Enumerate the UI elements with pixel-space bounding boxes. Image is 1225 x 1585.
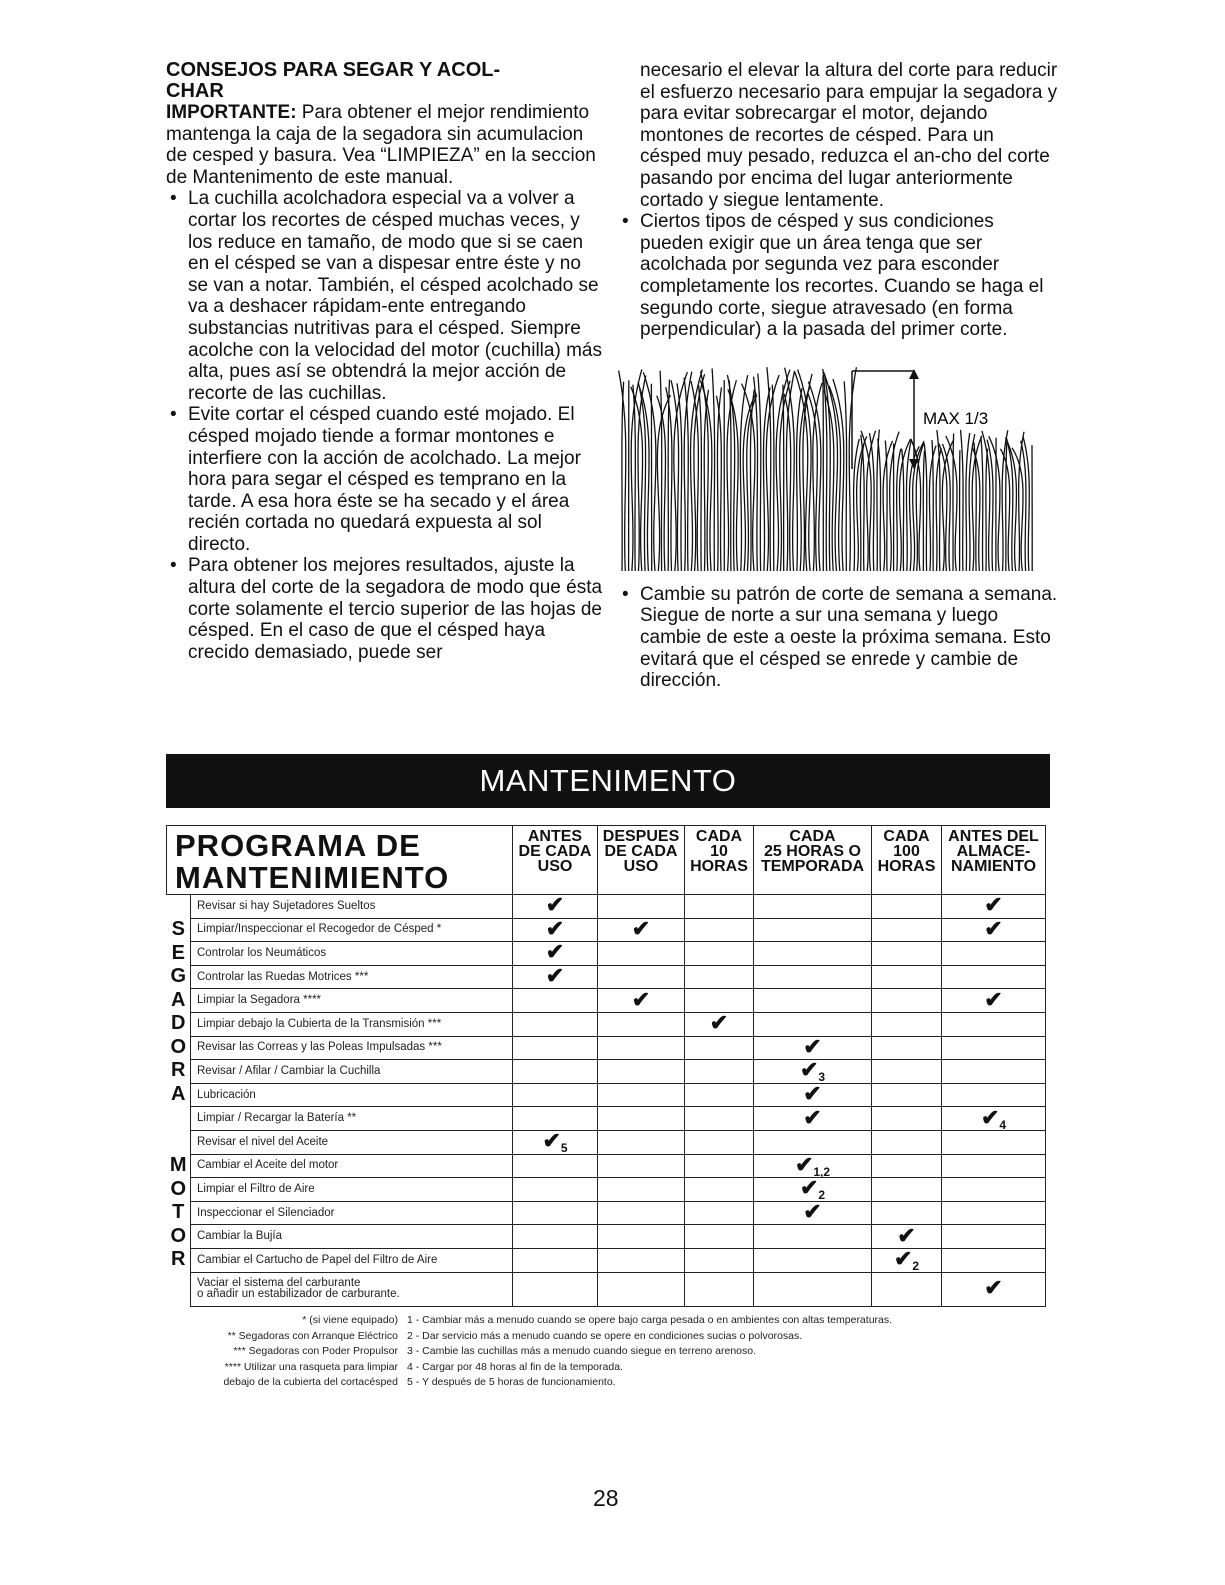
schedule-cell [942, 1272, 1046, 1306]
letter-gutter [167, 1107, 191, 1131]
schedule-cell [598, 942, 685, 966]
schedule-cell [685, 918, 754, 942]
schedule-cell [872, 1083, 942, 1107]
task-label: Limpiar el Filtro de Aire [191, 1178, 513, 1202]
section-letter: E [171, 941, 185, 964]
tips-left-column [166, 60, 606, 663]
schedule-cell [872, 1248, 942, 1272]
table-row [167, 1036, 1046, 1060]
schedule-cell [942, 1104, 1046, 1132]
schedule-cell [942, 1154, 1046, 1178]
table-row [167, 918, 1046, 942]
schedule-cell [685, 895, 754, 919]
task-label: Cambiar el Cartucho de Papel del Filtro de Aire [191, 1248, 513, 1272]
schedule-cell [872, 942, 942, 966]
tips-title-line1: CONSEJOS PARA SEGAR Y ACOL- [166, 59, 501, 81]
schedule-cell [685, 965, 754, 989]
schedule-title [167, 826, 513, 895]
table-row [167, 1272, 1046, 1306]
schedule-cell [685, 1012, 754, 1036]
letter-gutter [167, 1272, 191, 1306]
schedule-cell [872, 918, 942, 942]
task-label: Revisar si hay Sujetadores Sueltos [191, 895, 513, 919]
tip-item: • Evite cortar el césped cuando esté mojado. El césped mojado tiende a formar montones e interfiere con la acción de acolchado. La mejor hora para segar el césped es temprano en la tarde. A esa hora éste se ha secado y el área recién cortada no quedará expuesta al sol directo. [166, 404, 606, 555]
table-row [167, 1130, 1046, 1154]
schedule-cell [513, 1248, 598, 1272]
table-row [167, 1248, 1046, 1272]
column-header: CADA 25 HORAS O TEMPORADA [754, 826, 872, 895]
table-row [167, 965, 1046, 989]
tips-title [166, 60, 606, 102]
footnote-left: *** Segadoras con Poder Propulsor [233, 1345, 398, 1357]
schedule-cell [685, 1272, 754, 1306]
schedule-cell [598, 986, 685, 1013]
footnote-right: 3 - Cambie las cuchillas más a menudo cuando siegue en terreno arenoso. [407, 1345, 757, 1357]
schedule-cell [685, 1178, 754, 1202]
check-mark-icon: ✔ [631, 986, 651, 1012]
schedule-cell [942, 892, 1046, 919]
tips-list-right-2 [618, 584, 1058, 692]
check-mark-icon: ✔ [631, 915, 651, 941]
schedule-cell [942, 1083, 1046, 1107]
tip-item: • La cuchilla acolchadora especial va a volver a cortar los recortes de césped muchas veces, y los reduce en tamaño, de modo que si se caen en el césped se van a dispesar entre éste y no se van a notar. También, el césped acolchado se va a deshacer rápidam-ente entregando substancias nutritivas para el césped. Siempre acolche con la velocidad del motor (cuchilla) más alta, pues así se obtendrá la mejor acción de recorte de las cuchillas. [166, 188, 606, 404]
schedule-cell [872, 989, 942, 1013]
maintenance-schedule-table [166, 825, 1046, 1307]
tips-right-column [618, 60, 1058, 692]
schedule-cell [598, 1201, 685, 1225]
schedule-cell [513, 1178, 598, 1202]
schedule-cell [754, 1248, 872, 1272]
note-reference: 3 [818, 1070, 826, 1085]
tip-item: • Para obtener los mejores resultados, ajuste la altura del corte de la segadora de modo que ésta corte solamente el tercio superior de las hojas de césped. En el caso de que el césped haya crecido demasiado, puede ser [166, 555, 606, 663]
table-row [167, 942, 1046, 966]
column-header: CADA 100 HORAS [872, 826, 942, 895]
schedule-cell [754, 1083, 872, 1107]
check-mark-icon: ✔ [893, 1246, 913, 1272]
schedule-cell [685, 989, 754, 1013]
task-label: Revisar las Correas y las Poleas Impulsadas *** [191, 1036, 513, 1060]
check-mark-icon: ✔ [799, 1057, 819, 1083]
check-mark-icon: ✔ [803, 1104, 822, 1130]
schedule-cell [754, 895, 872, 919]
schedule-cell [513, 1201, 598, 1225]
schedule-cell [513, 1272, 598, 1306]
schedule-cell [598, 895, 685, 919]
schedule-cell [685, 1060, 754, 1084]
note-reference: 2 [912, 1259, 920, 1274]
footnote-right: 2 - Dar servicio más a menudo cuando se opere en condiciones sucias o polvorosas. [407, 1329, 803, 1342]
schedule-cell [942, 1178, 1046, 1202]
section-letter: R [171, 1248, 186, 1271]
schedule-cell [754, 1225, 872, 1249]
column-header: ANTES DEL ALMACE- NAMIENTO [942, 826, 1046, 895]
schedule-cell [685, 1107, 754, 1131]
schedule-cell [685, 1201, 754, 1225]
maintenance-banner: MANTENIMENTO [166, 754, 1050, 808]
task-label: Vaciar el sistema del carburante o añadir un estabilizador de carburante. [191, 1272, 513, 1306]
task-label: Revisar el nivel del Aceite [191, 1130, 513, 1154]
letter-gutter [167, 895, 191, 919]
section-letter: D [171, 1012, 186, 1035]
check-mark-icon: ✔ [545, 892, 565, 918]
schedule-cell [872, 965, 942, 989]
schedule-cell [598, 1248, 685, 1272]
schedule-title-line2: MANTENIMIENTO [175, 860, 450, 895]
schedule-cell [754, 989, 872, 1013]
section-letter: S [171, 918, 185, 941]
task-label: Controlar los Neumáticos [191, 942, 513, 966]
check-mark-icon: ✔ [897, 1222, 916, 1248]
schedule-cell [754, 1012, 872, 1036]
schedule-cell [872, 1036, 942, 1060]
task-label: Limpiar la Segadora **** [191, 989, 513, 1013]
check-mark-icon: ✔ [545, 939, 565, 965]
letter-gutter [167, 1130, 191, 1154]
check-mark-icon: ✔ [545, 963, 565, 989]
schedule-cell [942, 965, 1046, 989]
important-label: IMPORTANTE: [166, 102, 297, 123]
schedule-cell [513, 915, 598, 942]
table-row [167, 1060, 1046, 1084]
task-label: Controlar las Ruedas Motrices *** [191, 965, 513, 989]
schedule-cell [872, 1272, 942, 1306]
task-label: Revisar / Afilar / Cambiar la Cuchilla [191, 1060, 513, 1084]
check-mark-icon: ✔ [984, 986, 1003, 1012]
check-mark-icon: ✔ [984, 915, 1003, 941]
section-letters [167, 1154, 191, 1272]
check-mark-icon: ✔ [984, 1275, 1003, 1300]
schedule-cell [872, 895, 942, 919]
tips-list-right [618, 211, 1058, 341]
footnote-left: **** Utilizar una rasqueta para limpiar [224, 1360, 398, 1373]
schedule-cell [598, 1036, 685, 1060]
schedule-cell [513, 1036, 598, 1060]
task-label: Limpiar / Recargar la Batería ** [191, 1107, 513, 1131]
check-mark-icon: ✔ [709, 1010, 729, 1036]
schedule-cell [598, 1130, 685, 1154]
footnote-left: debajo de la cubierta del cortacésped [223, 1376, 398, 1388]
schedule-cell [598, 1178, 685, 1202]
page-number: 28 [593, 1485, 619, 1511]
schedule-cell [685, 942, 754, 966]
schedule-cell [872, 1012, 942, 1036]
schedule-cell [685, 1154, 754, 1178]
schedule-cell [513, 892, 598, 919]
tips-list-left [166, 188, 606, 663]
schedule-cell [598, 1012, 685, 1036]
task-label: Limpiar/Inspeccionar el Recogedor de Césped * [191, 918, 513, 942]
section-letters [167, 918, 191, 1107]
schedule-cell [872, 1060, 942, 1084]
note-reference: 5 [560, 1141, 568, 1156]
table-row [167, 1201, 1046, 1225]
schedule-cell [685, 1036, 754, 1060]
note-reference: 1,2 [813, 1164, 831, 1179]
section-letter: M [169, 1154, 187, 1177]
check-mark-icon: ✔ [980, 1104, 1000, 1130]
check-mark-icon: ✔ [542, 1128, 561, 1154]
schedule-cell [754, 1130, 872, 1154]
table-row [167, 1083, 1046, 1107]
schedule-cell [685, 1225, 754, 1249]
schedule-cell [942, 1036, 1046, 1060]
schedule-cell [754, 1057, 872, 1085]
schedule-cell [942, 1225, 1046, 1249]
check-mark-icon: ✔ [803, 1081, 822, 1107]
schedule-cell [872, 1178, 942, 1202]
column-header: ANTES DE CADA USO [513, 826, 598, 895]
schedule-cell [513, 1107, 598, 1131]
schedule-cell [872, 1107, 942, 1131]
schedule-cell [942, 1012, 1046, 1036]
check-mark-icon: ✔ [984, 892, 1003, 918]
footnote-left: ** Segadoras con Arranque Eléctrico [227, 1329, 398, 1342]
check-mark-icon: ✔ [803, 1199, 822, 1225]
schedule-cell [754, 1201, 872, 1225]
task-label: Inspeccionar el Silenciador [191, 1201, 513, 1225]
schedule-cell [513, 1154, 598, 1178]
note-reference: 4 [999, 1117, 1007, 1132]
schedule-cell [513, 1012, 598, 1036]
schedule-cell [942, 1130, 1046, 1154]
footnote-right: 4 - Cargar por 48 horas al fin de la temporada. [407, 1360, 623, 1373]
schedule-cell [942, 986, 1046, 1013]
important-note [166, 102, 606, 188]
schedule-cell [685, 1130, 754, 1154]
schedule-title-line1: PROGRAMA DE [175, 828, 421, 863]
schedule-cell [598, 1154, 685, 1178]
task-label: Cambiar la Bujía [191, 1225, 513, 1249]
task-label: Limpiar debajo la Cubierta de la Transmisión *** [191, 1012, 513, 1036]
schedule-cell [598, 1060, 685, 1084]
tip-item: • Cambie su patrón de corte de semana a semana. Siegue de norte a sur una semana y luego cambie de este a oeste la próxima semana. Esto evitará que el césped se enrede y cambie de dirección. [618, 584, 1058, 692]
schedule-cell [598, 1083, 685, 1107]
check-mark-icon: ✔ [794, 1151, 814, 1177]
schedule-cell [513, 1060, 598, 1084]
important-text: Para obtener el mejor rendimiento mantenga la caja de la segadora sin acumulacion de cesped y basura. Vea “LIMPIEZA” en la seccion de Mantenimento de este manual. [166, 102, 596, 188]
section-letter: A [171, 988, 186, 1011]
schedule-cell [942, 1248, 1046, 1272]
section-letter: O [170, 1035, 187, 1058]
schedule-cell [942, 1060, 1046, 1084]
tip-continuation: necesario el elevar la altura del corte para reducir el esfuerzo necesario para empujar la segadora y para evitar sobrecargar el motor, dejando montones de recortes de césped. Para un césped muy pesado, reduzca el an-cho del corte pasando por encima del lugar anteriormente cortado y siegue lentamente. [640, 60, 1058, 211]
table-row [167, 1107, 1046, 1131]
schedule-cell [685, 1248, 754, 1272]
note-reference: 2 [818, 1188, 826, 1203]
table-row [167, 1012, 1046, 1036]
schedule-cell [598, 1225, 685, 1249]
schedule-cell [872, 1154, 942, 1178]
schedule-cell [754, 1104, 872, 1131]
schedule-cell [513, 989, 598, 1013]
footnote-left: * (si viene equipado) [302, 1314, 398, 1326]
table-row [167, 989, 1046, 1013]
schedule-cell [872, 1201, 942, 1225]
table-row [167, 1178, 1046, 1202]
check-mark-icon: ✔ [545, 915, 565, 941]
tips-title-line2: CHAR [166, 80, 224, 102]
schedule-cell [942, 1201, 1046, 1225]
schedule-cell [598, 1272, 685, 1306]
schedule-cell [754, 1272, 872, 1306]
schedule-cell [513, 1225, 598, 1249]
table-row [167, 895, 1046, 919]
schedule-cell [754, 1175, 872, 1203]
task-label: Lubricación [191, 1083, 513, 1107]
schedule-cell [754, 1151, 872, 1179]
schedule-cell [598, 965, 685, 989]
schedule-cell [513, 1130, 598, 1154]
section-letter: G [170, 965, 187, 988]
section-letter: O [170, 1177, 187, 1200]
grass-cut-height-illustration [618, 359, 1038, 574]
column-header: DESPUES DE CADA USO [598, 826, 685, 895]
schedule-cell [513, 1083, 598, 1107]
schedule-cell [598, 915, 685, 942]
max-cut-label: MAX 1/3 [923, 408, 989, 428]
column-header: CADA 10 HORAS [685, 826, 754, 895]
schedule-cell [942, 942, 1046, 966]
footnote-right: 1 - Cambiar más a menudo cuando se opere bajo carga pesada o en ambientes con altas temperaturas. [407, 1314, 893, 1326]
check-mark-icon: ✔ [803, 1033, 822, 1059]
schedule-cell [872, 1130, 942, 1154]
schedule-cell [754, 965, 872, 989]
schedule-cell [942, 915, 1046, 942]
task-label: Cambiar el Aceite del motor [191, 1154, 513, 1178]
schedule-cell [754, 918, 872, 942]
schedule-cell [513, 965, 598, 989]
footnote-right: 5 - Y después de 5 horas de funcionamiento. [407, 1376, 616, 1388]
section-letter: A [171, 1082, 186, 1105]
table-row [167, 1225, 1046, 1249]
tip-item: • Ciertos tipos de césped y sus condiciones pueden exigir que un área tenga que ser acolchada por segunda vez para esconder completamente los recortes. Cuando se haga el segundo corte, siegue atravesado (en forma perpendicular) a la pasada del primer corte. [618, 211, 1058, 341]
schedule-cell [872, 1222, 942, 1249]
schedule-cell [598, 1107, 685, 1131]
schedule-cell [754, 1033, 872, 1060]
schedule-cell [754, 942, 872, 966]
section-letter: R [171, 1059, 186, 1082]
section-letter: T [172, 1201, 185, 1224]
section-letter: O [170, 1224, 187, 1247]
table-row [167, 1154, 1046, 1178]
schedule-cell [685, 1083, 754, 1107]
schedule-cell [513, 939, 598, 966]
check-mark-icon: ✔ [799, 1175, 819, 1201]
